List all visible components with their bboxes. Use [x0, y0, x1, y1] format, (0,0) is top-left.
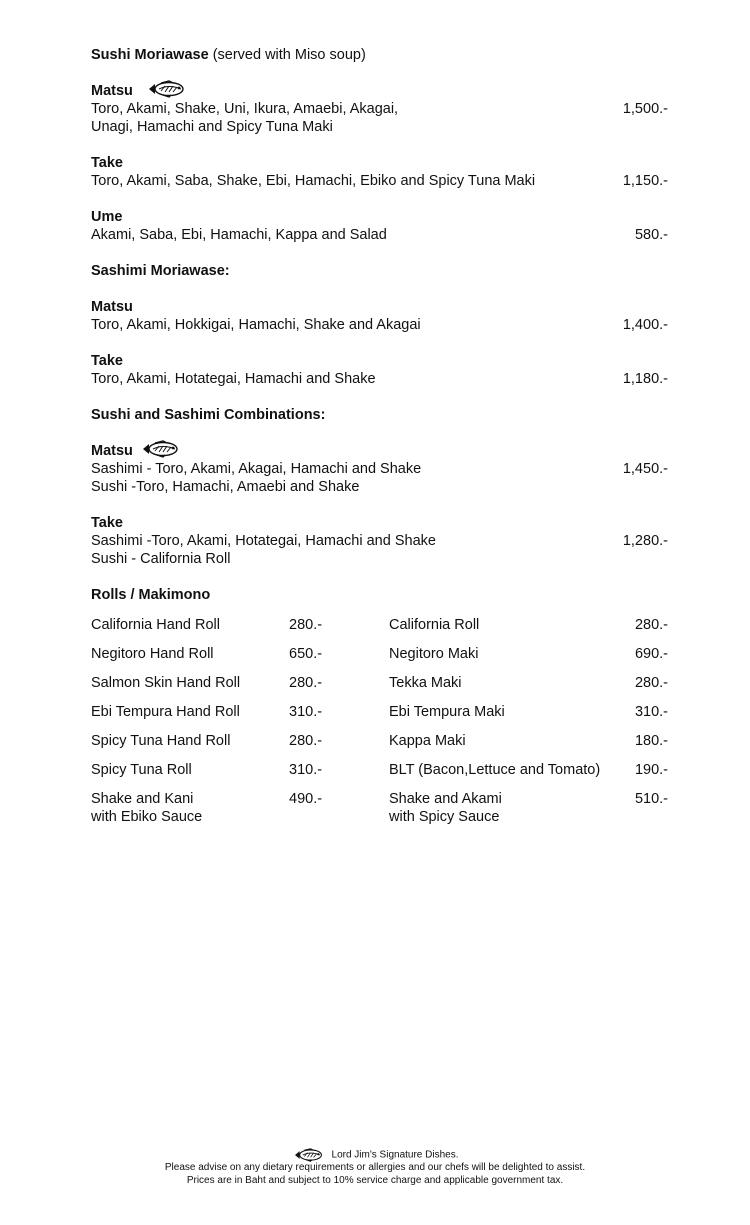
item-price: 1,400.-	[622, 317, 668, 333]
table-row	[91, 790, 668, 830]
menu-page	[91, 46, 668, 830]
item-price: 1,280.-	[622, 533, 668, 549]
item-description: Sushi -Toro, Hamachi, Amaebi and Shake	[91, 479, 360, 495]
item-description: Toro, Akami, Shake, Uni, Ikura, Amaebi, Akagai,	[91, 101, 399, 117]
item-price: 1,180.-	[622, 371, 668, 387]
item-description: Unagi, Hamachi and Spicy Tuna Maki	[91, 119, 333, 135]
section-heading-sushi	[91, 46, 668, 64]
table-row	[91, 761, 668, 790]
menu-item-combo-take	[91, 514, 668, 568]
roll-price: 310.-	[289, 762, 323, 778]
price-note: Prices are in Baht and subject to 10% service charge and applicable government tax.	[186, 1174, 564, 1186]
item-name: Ume	[91, 209, 123, 225]
section-heading-sashimi: Sashimi Moriawase:	[91, 263, 230, 279]
item-description: Sushi - California Roll	[91, 551, 231, 567]
roll-price: 280.-	[634, 617, 668, 633]
item-name: Take	[91, 515, 123, 531]
item-description: Akami, Saba, Ebi, Hamachi, Kappa and Salad	[91, 227, 387, 243]
roll-price: 310.-	[634, 704, 668, 720]
roll-price: 280.-	[289, 733, 323, 749]
item-name: Take	[91, 353, 123, 369]
fish-icon	[147, 80, 187, 98]
roll-price: 280.-	[289, 617, 323, 633]
fish-icon	[141, 440, 181, 458]
item-name: Matsu	[91, 299, 133, 315]
roll-name: Ebi Tempura Maki	[389, 704, 505, 720]
menu-item-sashimi-take	[91, 352, 668, 388]
roll-name-line2: with Ebiko Sauce	[91, 809, 203, 825]
roll-name: Negitoro Maki	[389, 646, 479, 662]
item-price: 580.-	[634, 227, 668, 243]
roll-price: 280.-	[634, 675, 668, 691]
roll-name-line1: Shake and Akami	[389, 791, 502, 807]
signature-note: Lord Jim's Signature Dishes.	[331, 1149, 459, 1161]
section-heading-combo: Sushi and Sashimi Combinations:	[91, 407, 326, 423]
item-description: Sashimi - Toro, Akami, Akagai, Hamachi and Shake	[91, 461, 422, 477]
item-description: Toro, Akami, Hokkigai, Hamachi, Shake and Akagai	[91, 317, 421, 333]
roll-name: California Hand Roll	[91, 617, 220, 633]
roll-price: 650.-	[289, 646, 323, 662]
table-row	[91, 732, 668, 761]
roll-name-line1: Shake and Kani	[91, 791, 194, 807]
sushi-heading: Sushi Moriawase	[91, 47, 209, 63]
menu-item-combo-matsu	[91, 442, 668, 496]
dietary-note: Please advise on any dietary requirements or allergies and our chefs will be delighted to assist.	[164, 1162, 586, 1174]
roll-name: Spicy Tuna Roll	[91, 762, 192, 778]
menu-item-sushi-ume	[91, 208, 668, 244]
roll-price: 690.-	[634, 646, 668, 662]
table-row	[91, 645, 668, 674]
table-row	[91, 703, 668, 732]
roll-name: California Roll	[389, 617, 480, 633]
roll-price: 190.-	[634, 762, 668, 778]
roll-name: Tekka Maki	[389, 675, 462, 691]
item-name: Matsu	[91, 443, 133, 459]
item-description: Sashimi -Toro, Akami, Hotategai, Hamachi and Shake	[91, 533, 436, 549]
item-name: Take	[91, 155, 123, 171]
roll-name: Kappa Maki	[389, 733, 466, 749]
sushi-heading-note: (served with Miso soup)	[212, 47, 366, 63]
item-price: 1,150.-	[622, 173, 668, 189]
roll-name: BLT (Bacon,Lettuce and Tomato)	[389, 762, 601, 778]
menu-item-sushi-matsu	[91, 82, 668, 136]
roll-price: 280.-	[289, 675, 323, 691]
item-description: Toro, Akami, Saba, Shake, Ebi, Hamachi, Ebiko and Spicy Tuna Maki	[91, 173, 536, 189]
roll-name: Salmon Skin Hand Roll	[91, 675, 241, 691]
fish-icon	[292, 1148, 326, 1162]
roll-price: 180.-	[634, 733, 668, 749]
section-heading-rolls: Rolls / Makimono	[91, 587, 211, 603]
roll-name-line2: with Spicy Sauce	[389, 809, 500, 825]
roll-price: 310.-	[289, 704, 323, 720]
table-row	[91, 616, 668, 645]
roll-price: 490.-	[289, 791, 323, 807]
item-description: Toro, Akami, Hotategai, Hamachi and Shake	[91, 371, 376, 387]
roll-name: Negitoro Hand Roll	[91, 646, 214, 662]
item-price: 1,500.-	[622, 101, 668, 117]
rolls-table	[91, 616, 668, 830]
menu-item-sashimi-matsu	[91, 298, 668, 334]
roll-name	[389, 790, 502, 826]
item-price: 1,450.-	[622, 461, 668, 477]
roll-name: Spicy Tuna Hand Roll	[91, 733, 231, 749]
footer	[0, 1148, 750, 1187]
signature-note-line	[0, 1148, 750, 1162]
roll-price: 510.-	[634, 791, 668, 807]
roll-name: Ebi Tempura Hand Roll	[91, 704, 240, 720]
menu-item-sushi-take	[91, 154, 668, 190]
roll-name	[91, 790, 202, 826]
item-name: Matsu	[91, 83, 133, 99]
table-row	[91, 674, 668, 703]
